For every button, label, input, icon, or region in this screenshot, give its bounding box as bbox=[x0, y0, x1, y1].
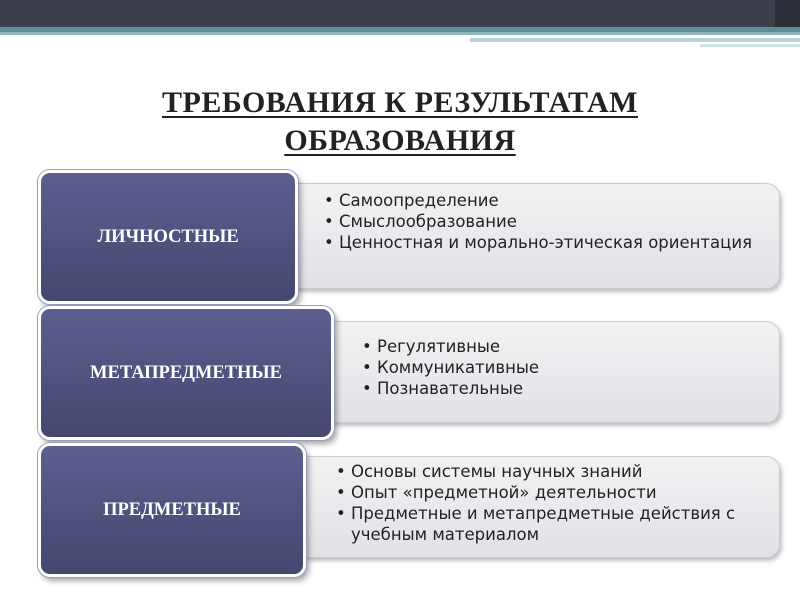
subject-results-box bbox=[296, 456, 780, 558]
banner-light-teal-band bbox=[0, 32, 800, 35]
page-title bbox=[0, 84, 800, 160]
personal-results-label bbox=[38, 170, 298, 304]
title-line-2: ОБРАЗОВАНИЯ bbox=[284, 124, 516, 157]
banner-accent-strip bbox=[470, 38, 800, 42]
list-item: • Основы системы научных знаний bbox=[351, 461, 791, 482]
subject-results-label bbox=[38, 443, 306, 577]
list-item: • Познавательные bbox=[377, 378, 777, 399]
list-item: • Коммуникативные bbox=[377, 357, 777, 378]
subject-results-label-text: ПРЕДМЕТНЫЕ bbox=[103, 499, 241, 520]
metasubject-results-label-text: МЕТАПРЕДМЕТНЫЕ bbox=[90, 362, 282, 383]
title-line-1: ТРЕБОВАНИЯ К РЕЗУЛЬТАТАМ bbox=[161, 86, 638, 119]
top-banner bbox=[0, 0, 800, 60]
subject-results-list bbox=[333, 461, 791, 545]
list-item: • Ценностная и морально-этическая ориентация bbox=[339, 232, 779, 253]
metasubject-results-box bbox=[322, 321, 780, 423]
personal-results-list bbox=[321, 190, 779, 253]
banner-corner bbox=[775, 0, 800, 27]
list-item: • Самоопределение bbox=[339, 190, 779, 211]
list-item: • Опыт «предметной» деятельности bbox=[351, 482, 791, 503]
list-item: • Регулятивные bbox=[377, 336, 777, 357]
list-item: • Смыслообразование bbox=[339, 211, 779, 232]
personal-results-box bbox=[282, 183, 780, 289]
banner-dark-band bbox=[0, 0, 800, 27]
metasubject-results-list bbox=[359, 336, 777, 399]
list-item: • Предметные и метапредметные действия с учебным материалом bbox=[351, 503, 791, 545]
banner-accent-strip-small bbox=[700, 44, 800, 47]
personal-results-label-text: ЛИЧНОСТНЫЕ bbox=[97, 226, 239, 247]
metasubject-results-label bbox=[38, 306, 334, 440]
